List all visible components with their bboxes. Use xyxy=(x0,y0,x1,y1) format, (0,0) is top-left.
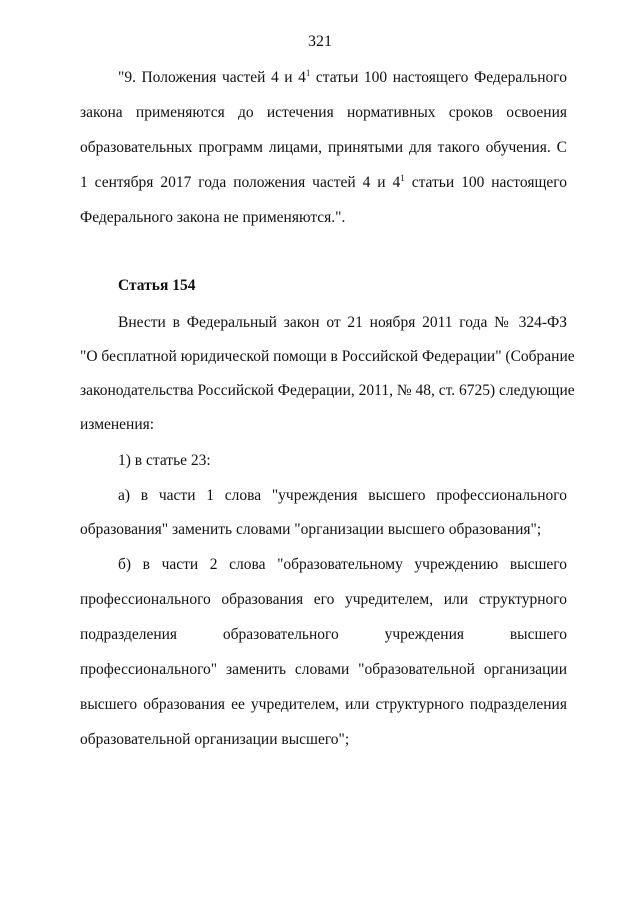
subitem-b-line-5: высшего образования ее учредителем, или структурного подразделения xyxy=(80,696,567,713)
article-intro-line-3: законодательства Российской Федерации, 2011, № 48, ст. 6725) следующие xyxy=(80,382,575,399)
paragraph-9-line-4 xyxy=(80,173,567,193)
subitem-a-line-2: образования" заменить словами "организации высшего образования"; xyxy=(80,521,542,538)
article-intro-line-4: изменения: xyxy=(80,416,155,433)
superscript: 1 xyxy=(400,173,405,183)
subitem-b-line-6: образовательной организации высшего"; xyxy=(80,731,350,748)
page-number: 321 xyxy=(308,33,332,50)
article-heading: Статья 154 xyxy=(118,277,196,294)
text-span: "9. Положения частей 4 и 4 xyxy=(118,69,306,86)
paragraph-9-line-5: Федерального закона не применяются.". xyxy=(80,209,346,226)
paragraph-9-line-2: закона применяются до истечения нормативных сроков освоения xyxy=(80,104,567,121)
subitem-b-line-2: профессионального образования его учредителем, или структурного xyxy=(80,591,567,608)
subitem-a-line-1: а) в части 1 слова "учреждения высшего профессионального xyxy=(118,487,567,504)
article-intro-line-2: "О бесплатной юридической помощи в Российской Федерации" (Собрание xyxy=(80,348,575,365)
paragraph-9-line-1 xyxy=(118,68,567,88)
superscript: 1 xyxy=(305,68,311,78)
text-span: 1 сентября 2017 года положения частей 4 и 4 xyxy=(80,174,401,191)
subitem-b-line-1: б) в части 2 слова "образовательному учреждению высшего xyxy=(118,556,567,573)
item-1: 1) в статье 23: xyxy=(118,452,211,469)
paragraph-9-line-3: образовательных программ лицами, принятыми для такого обучения. С xyxy=(80,139,567,156)
text-span: статьи 100 настоящего Федерального xyxy=(310,69,567,86)
text-span: статьи 100 настоящего xyxy=(404,174,568,191)
subitem-b-line-4: профессионального" заменить словами "образовательной организации xyxy=(80,661,567,678)
subitem-b-line-3: подразделения образовательного учреждения высшего xyxy=(80,626,567,643)
article-intro-line-1: Внести в Федеральный закон от 21 ноября 2011 года № 324-ФЗ xyxy=(118,314,567,331)
